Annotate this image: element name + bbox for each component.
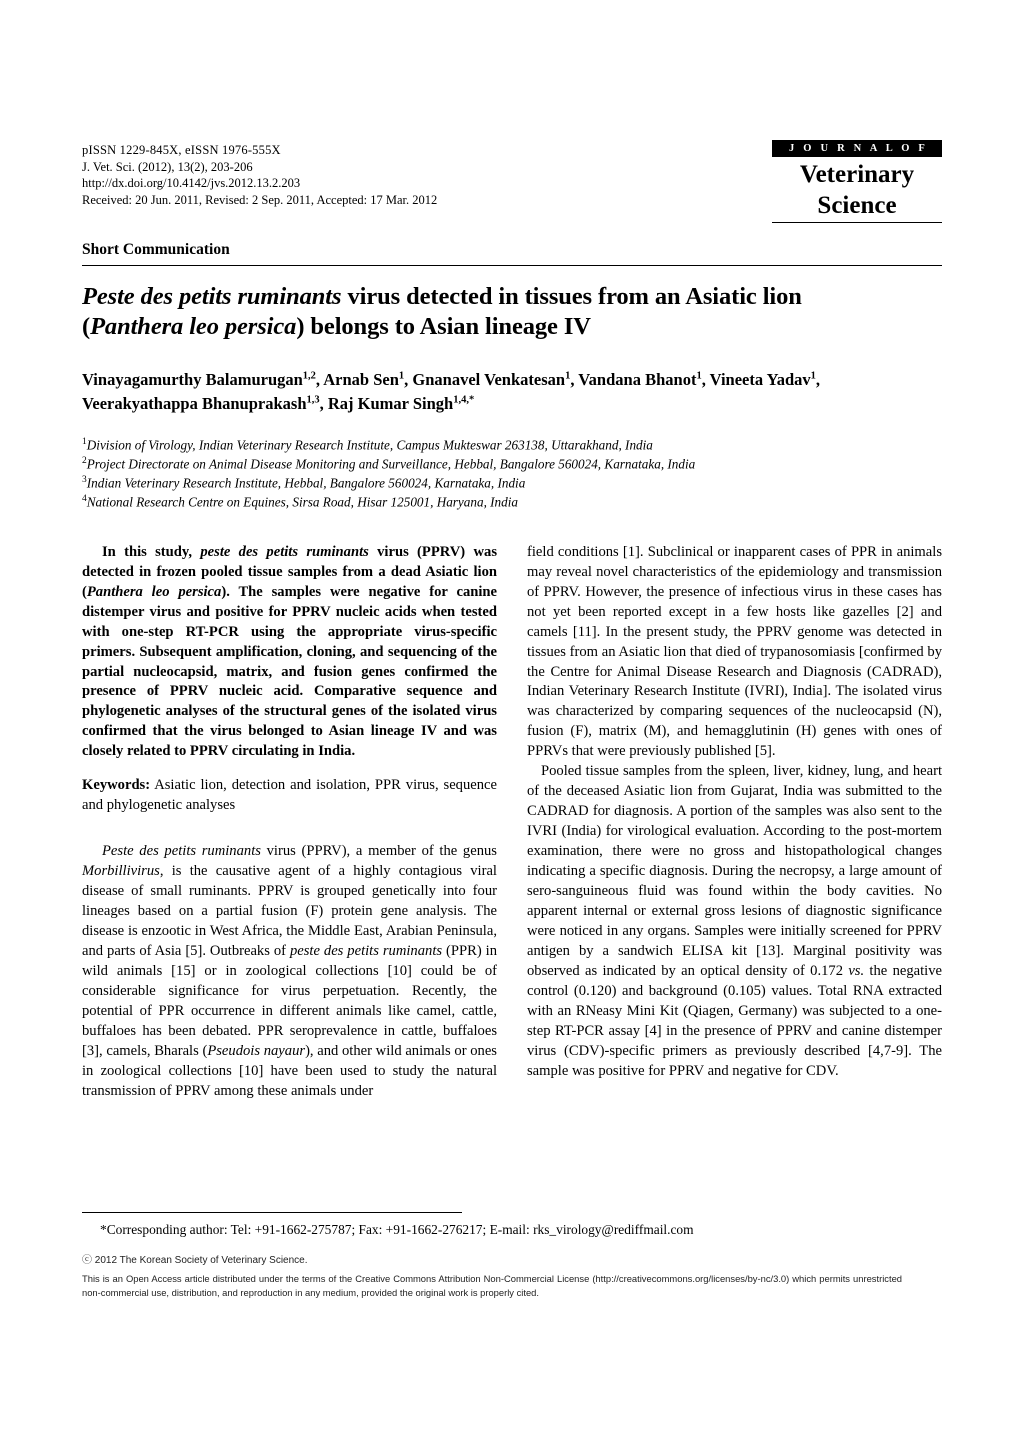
intro-text-a: virus (PPRV), a member of the genus bbox=[260, 843, 497, 860]
methods-italic: vs. bbox=[848, 963, 865, 980]
license-text: This is an Open Access article distributed under the terms of the Creative Commons Attribution Non-Commercial License (http://creativecommons.org/licenses/by-nc/3.0) which permits unrestricted non-commercial use, distribution, and reproduction in any medium, provided the original work is properly cited. bbox=[82, 1273, 902, 1298]
affiliation-marker: 1 bbox=[82, 437, 87, 448]
affiliation-list bbox=[82, 436, 942, 513]
affiliation-marker: 4 bbox=[82, 494, 87, 505]
keywords-text: Asiatic lion, detection and isolation, PPR virus, sequence and phylogenetic analyses bbox=[82, 777, 497, 814]
author-sep: , bbox=[815, 370, 821, 390]
journal-logo bbox=[772, 140, 942, 223]
copyright-icon: ⓒ bbox=[82, 1255, 92, 1266]
author-2: , Arnab Sen bbox=[315, 370, 399, 390]
affiliation-text: Indian Veterinary Research Institute, Hebbal, Bangalore 560024, Karnataka, India bbox=[86, 475, 526, 491]
paper-content bbox=[82, 140, 942, 1102]
author-6: Veerakyathappa Bhanuprakash bbox=[82, 394, 307, 414]
intro-italic-4: Pseudois nayaur bbox=[207, 1043, 306, 1060]
author-3-affil: 1 bbox=[565, 370, 571, 382]
affiliation-item bbox=[82, 474, 942, 493]
page-header bbox=[82, 140, 942, 223]
page-title bbox=[82, 282, 942, 342]
body-columns bbox=[82, 543, 942, 1103]
author-7: , Raj Kumar Singh bbox=[319, 394, 454, 414]
intro-text-b: , is the causative agent of a highly contagious viral disease of small ruminants. PPRV is grouped genetically into four lineages based on a partial fusion (F) protein gene analysis. The disease is enzootic in West Africa, the Middle East, Arabian Peninsula, and parts of Asia [5]. Outbreaks of bbox=[82, 863, 497, 960]
copyright-line bbox=[82, 1254, 942, 1268]
affiliation-text: National Research Centre on Equines, Sirsa Road, Hisar 125001, Haryana, India bbox=[86, 494, 519, 510]
journal-of-banner: J O U R N A L O F bbox=[772, 140, 942, 157]
author-1: Vinayagamurthy Balamurugan bbox=[82, 370, 303, 390]
title-divider bbox=[82, 265, 942, 266]
column-left bbox=[82, 543, 497, 1103]
methods-paragraph bbox=[527, 762, 942, 1082]
title-italic-1: Peste des petits ruminants bbox=[82, 283, 342, 310]
intro-paragraph-left bbox=[82, 842, 497, 1102]
affiliation-item bbox=[82, 455, 942, 474]
author-1-affil: 1,2 bbox=[302, 370, 316, 382]
citation-line: J. Vet. Sci. (2012), 13(2), 203-206 bbox=[82, 159, 253, 174]
abstract-italic-1: peste des petits ruminants bbox=[200, 543, 369, 560]
corresponding-author: *Corresponding author: Tel: +91-1662-275787; Fax: +91-1662-276217; E-mail: rks_virology@rediffmail.com bbox=[100, 1222, 694, 1237]
methods-text-b: the negative control (0.120) and background (0.105) values. Total RNA extracted with an RNeasy Mini Kit (Qiagen, Germany) was subjected to a one-step RT-PCR assay [4] in the presence of PPRV and canine distemper virus (CDV)-specific primers as previously described [4,7-9]. The sample was positive for PPRV and negative for CDV. bbox=[527, 963, 942, 1080]
affiliation-text: Project Directorate on Animal Disease Monitoring and Surveillance, Hebbal, Bangalore 560024, Karnataka, India bbox=[86, 456, 696, 472]
abstract-lead: In this study, bbox=[102, 543, 201, 560]
intro-text-c: (PPR) in wild animals [15] or in zoological collections [10] could be of considerable significance for virus perpetuation. Recently, the potential of PPR occurrence in different animals like camel, cattle, buffaloes has been debated. PPR seroprevalence in cattle, buffaloes [3], camels, Bharals ( bbox=[82, 943, 497, 1060]
journal-title-line2: Science bbox=[817, 192, 897, 219]
issn-line: pISSN 1229-845X, eISSN 1976-555X bbox=[82, 143, 281, 157]
abstract-part-2: virus (PPRV) was detected in frozen pooled tissue samples from a dead Asiatic lion ( bbox=[82, 543, 497, 600]
intro-italic-1: Peste des petits ruminants bbox=[102, 843, 261, 860]
intro-text-d: ), and other wild animals or ones in zoological collections [10] have been used to study the natural transmission of PPRV among these animals under bbox=[82, 1043, 497, 1100]
affiliation-marker: 3 bbox=[82, 475, 87, 486]
journal-logo-rule bbox=[772, 222, 942, 223]
author-6-affil: 1,3 bbox=[306, 394, 320, 406]
methods-text-a: Pooled tissue samples from the spleen, liver, kidney, lung, and heart of the deceased Asiatic lion from Gujarat, India was submitted to the CADRAD for diagnosis. A portion of the samples was also sent to the IVRI (India) for virological evaluation. According to the post-mortem examination, there were no gross and histopathological changes indicating a specific diagnosis. During the necropsy, a large amount of sero-sanguineous fluid was found within the body cavities. No apparent internal or external gross lesions of diagnostic significance were noticed in any organs. Samples were initially screened for PPRV antigen by a sandwich ELISA kit [13]. Marginal positivity was observed as indicated by an optical density of 0.172 bbox=[527, 763, 942, 980]
article-type: Short Communication bbox=[82, 241, 230, 258]
author-5: , Vineeta Yadav bbox=[701, 370, 811, 390]
copyright-text: 2012 The Korean Society of Veterinary Science. bbox=[94, 1255, 308, 1266]
journal-title-line1: Veterinary bbox=[799, 161, 915, 188]
page-footer bbox=[82, 1212, 942, 1299]
intro-italic-2: Morbillivirus bbox=[82, 863, 160, 880]
affiliation-item bbox=[82, 436, 942, 455]
author-5-affil: 1 bbox=[810, 370, 816, 382]
author-4: , Vandana Bhanot bbox=[570, 370, 697, 390]
dates-line: Received: 20 Jun. 2011, Revised: 2 Sep. 2011, Accepted: 17 Mar. 2012 bbox=[82, 192, 438, 207]
keywords-paragraph bbox=[82, 776, 497, 816]
author-7-affil: 1,4,* bbox=[453, 394, 475, 406]
author-4-affil: 1 bbox=[696, 370, 702, 382]
abstract-part-3: ). The samples were negative for canine distemper virus and positive for PPRV nucleic acids when tested with one-step RT-PCR using the appropriate virus-specific primers. Subsequent amplification, cloning, and sequencing of the partial nucleocapsid, matrix, and fusion genes confirmed the presence of PPRV nucleic acid. Comparative sequence and phylogenetic analyses of the structural genes of the isolated virus confirmed that the virus belonged to Asian lineage IV and was closely related to PPRV circulating in India. bbox=[82, 583, 498, 760]
title-italic-2: Panthera leo persica bbox=[90, 313, 297, 341]
abstract-paragraph bbox=[82, 543, 497, 763]
author-3: , Gnanavel Venkatesan bbox=[404, 370, 566, 390]
affiliation-marker: 2 bbox=[82, 456, 87, 467]
intro-paragraph-right: field conditions [1]. Subclinical or inapparent cases of PPR in animals may reveal novel characteristics of the epidemiology and transmission of PPRV. However, the presence of infectious virus in these cases has not yet been reported except in a few hosts like gazelles [2] and camels [11]. In the present study, the PPRV genome was detected in tissues from an Asiatic lion that died of trypanosomiasis [confirmed by the Centre for Animal Disease Research and Diagnosis (CADRAD), Indian Veterinary Research Institute (IVRI), India]. The isolated virus was characterized by comparing sequences of the nucleocapsid (N), fusion (F), matrix (M), and hemagglutinin (H) genes with ones of PPRVs that were previously published [5]. bbox=[527, 543, 942, 760]
title-text-2: ) belongs to Asian lineage IV bbox=[296, 313, 591, 341]
doi-line[interactable]: http://dx.doi.org/10.4142/jvs.2012.13.2.203 bbox=[82, 176, 301, 190]
title-paren-open: ( bbox=[82, 313, 91, 341]
affiliation-item bbox=[82, 493, 942, 512]
column-right bbox=[527, 543, 942, 1103]
affiliation-text: Division of Virology, Indian Veterinary Research Institute, Campus Mukteswar 263138, Uttarakhand, India bbox=[86, 437, 653, 453]
author-list bbox=[82, 368, 942, 416]
footer-divider bbox=[82, 1212, 462, 1213]
intro-italic-3: peste des petits ruminants bbox=[289, 943, 443, 960]
keywords-label: Keywords: bbox=[82, 777, 151, 794]
title-text-1: virus detected in tissues from an Asiatic lion bbox=[341, 283, 802, 310]
author-2-affil: 1 bbox=[398, 370, 405, 382]
abstract-italic-2: Panthera leo persica bbox=[86, 583, 222, 600]
journal-metadata bbox=[82, 140, 437, 208]
